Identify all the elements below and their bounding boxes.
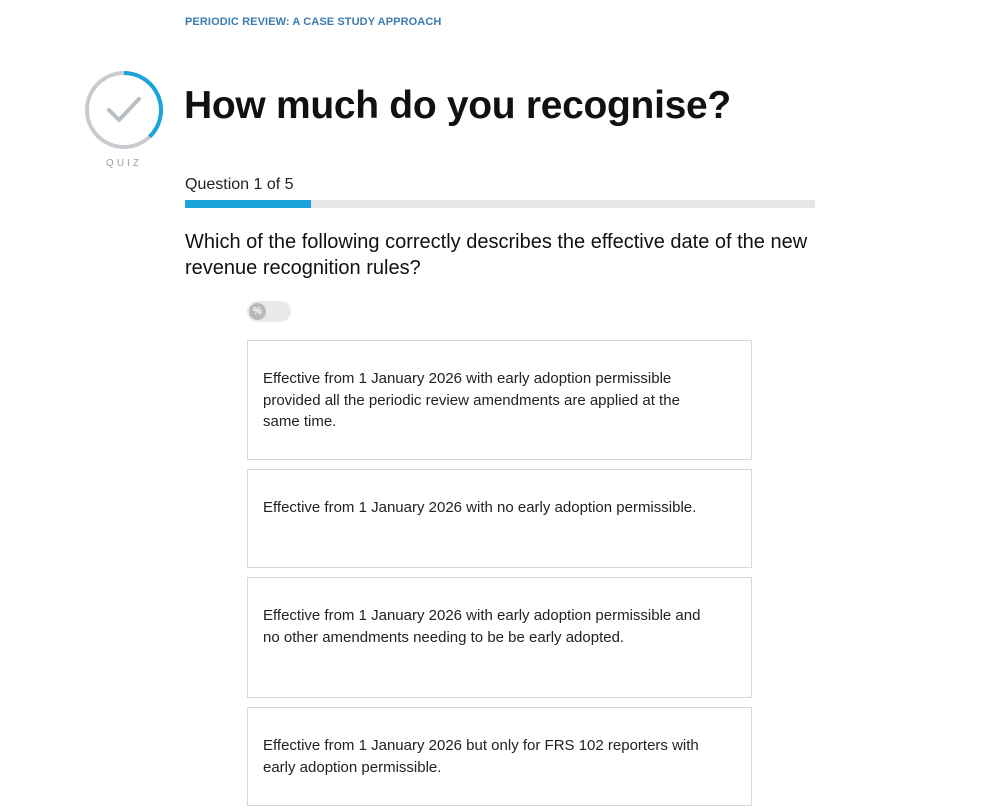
checkmark-circle-icon [83, 69, 165, 151]
percent-toggle-knob: % [249, 303, 266, 320]
answer-option[interactable] [247, 707, 752, 806]
answer-option[interactable] [247, 340, 752, 460]
answer-option[interactable] [247, 469, 752, 568]
quiz-label: QUIZ [106, 158, 142, 169]
question-text: Which of the following correctly describes the effective date of the new revenue recognition rules? [185, 231, 808, 279]
answer-option-text: Effective from 1 January 2026 but only for FRS 102 reporters with early adoption permissible. [263, 737, 699, 776]
answer-option-text: Effective from 1 January 2026 with no early adoption permissible. [263, 499, 697, 516]
page-title: How much do you recognise? [184, 84, 731, 127]
breadcrumb[interactable]: PERIODIC REVIEW: A CASE STUDY APPROACH [185, 16, 442, 28]
quiz-badge [83, 69, 165, 169]
answer-option-text: Effective from 1 January 2026 with early adoption permissible and no other amendments needing to be be early adopted. [263, 607, 701, 646]
progress-bar [185, 200, 815, 208]
answer-option[interactable] [247, 577, 752, 698]
progress-label: Question 1 of 5 [185, 176, 294, 193]
percent-toggle[interactable] [247, 301, 291, 322]
progress-bar-fill [185, 200, 311, 208]
answer-option-text: Effective from 1 January 2026 with early adoption permissible provided all the periodic review amendments are applied at the same time. [263, 370, 680, 430]
